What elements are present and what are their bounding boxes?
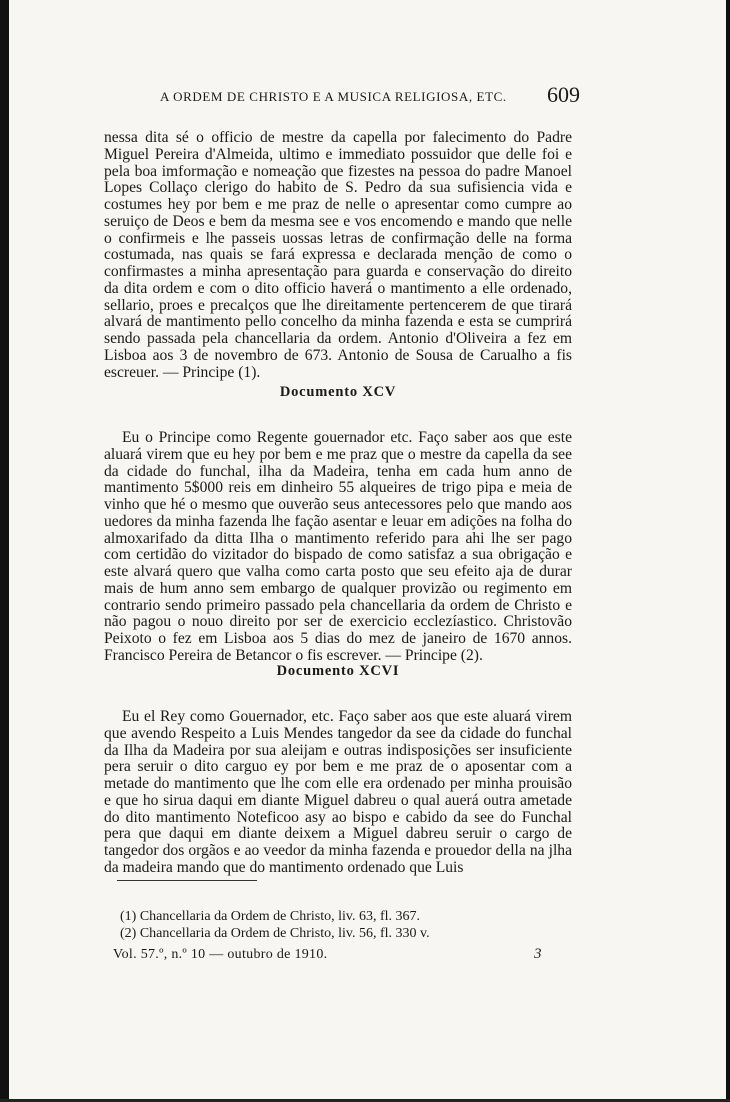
footnote-1: (1) Chancellaria da Ordem de Christo, liv. 63, fl. 367. xyxy=(120,909,421,924)
footnote-2: (2) Chancellaria da Ordem de Christo, liv. 56, fl. 330 v. xyxy=(120,926,430,941)
volume-footer: Vol. 57.º, n.º 10 — outubro de 1910. xyxy=(113,947,328,962)
paragraph-continuation xyxy=(104,130,572,381)
footnotes xyxy=(120,908,560,942)
paragraph-2: Eu o Principe como Regente gouernador etc. Faço saber aos que este aluará virem que eu hey por bem e me praz que o mestre da capella da see da cidade do funchal, ilha da Madeira, tenha em cada hum anno de mantimento 5$000 reis em dinheiro 55 alqueires de trigo pipa e meia de vinho que hé o mesmo que ouverão seus antecessores pelo que mando aos uedores da minha fazenda lhe fação asentar e leuar em adições na folha do almoxarifado da ditta Ilha o mantimento referido para ahi lhe ser pago com certidão do vizitador do bispado de como satisfaz a sua obrigação e este alvará quero que valha como carta posto que seu efeito aja de durar mais de hum anno sem embargo de qualquer provizão ou regimento em contrario sendo primeiro passado pela chancellaria da ordem de Christo e não pagou o nouo direito por ser de exercicio ecclezíastico. Christovão Peixoto o fez em Lisboa aos 5 dias do mez de janeiro de 1670 annos. Francisco Pereira de Betancor o fis escrever. — Principe (2). xyxy=(104,429,572,664)
running-head: A ORDEM DE CHRISTO E A MUSICA RELIGIOSA, ETC. xyxy=(160,89,507,104)
document-xcvi-body xyxy=(104,709,572,877)
paragraph-1: nessa dita sé o officio de mestre da capella por falecimento do Padre Miguel Pereira d'Almeida, ultimo e immediato possuidor que delle foi e pela boa imformação e nomeação que fizestes na pessoa do padre Manoel Lopes Collaço clerigo do habito de S. Pedro da sua sufisiencia vida e costumes hey por bem e me praz de nelle o apresentar como cumpre ao seruiço de Deos e bem da mesma see e vos encomendo e mando que nelle o confirmeis e lhe passeis uossas letras de confirmação delle na forma costumada, nas quais se fará expressa e declarada menção de como o confirmastes a minha apresentação para guarda e conservação do direito da dita ordem e com o dito officio haverá o mantimento a elle ordenado, sellario, proes e precalços que lhe direitamente pertencerem de que tirará alvará de mantimento pello concelho da minha fazenda e esta se cumprirá sendo passada pela chancellaria da ordem. Antonio d'Oliveira a fez em Lisboa aos 3 de novembro de 673. Antonio de Sousa de Carualho a fis escreuer. — Principe (1). xyxy=(104,129,572,381)
scan-edge-left xyxy=(0,0,9,1102)
footnote-rule xyxy=(117,880,257,881)
heading-documento-xcvi: Documento XCVI xyxy=(276,663,400,679)
paragraph-3: Eu el Rey como Gouernador, etc. Faço saber aos que este aluará virem que avendo Respeito a Luis Mendes tangedor da see da cidade do funchal da Ilha da Madeira por sua aleijam e outras indisposições ser insuficiente pera seruir o dito carguo ey por bem e me praz de o aposentar com a metade do mantimento que lhe com elle era ordenado per minha prouisão e que ho sirua daqui em diante Miguel dabreu o qual auerá outra ametade do dito mantimento Noteficoo asy ao bispo e cabido da see do Funchal pera que daqui em diante deixem a Miguel dabreu seruir o cargo de tangedor dos orgãos e ao veedor da minha fazenda e prouedor della na jlha da madeira mando que do mantimento ordenado que Luis xyxy=(104,708,572,876)
signature-mark: 3 xyxy=(534,946,542,962)
page-number: 609 xyxy=(547,82,580,107)
scan-edge-right xyxy=(726,0,730,1102)
document-xcv-body xyxy=(104,430,572,665)
heading-documento-xcv: Documento XCV xyxy=(279,384,397,400)
